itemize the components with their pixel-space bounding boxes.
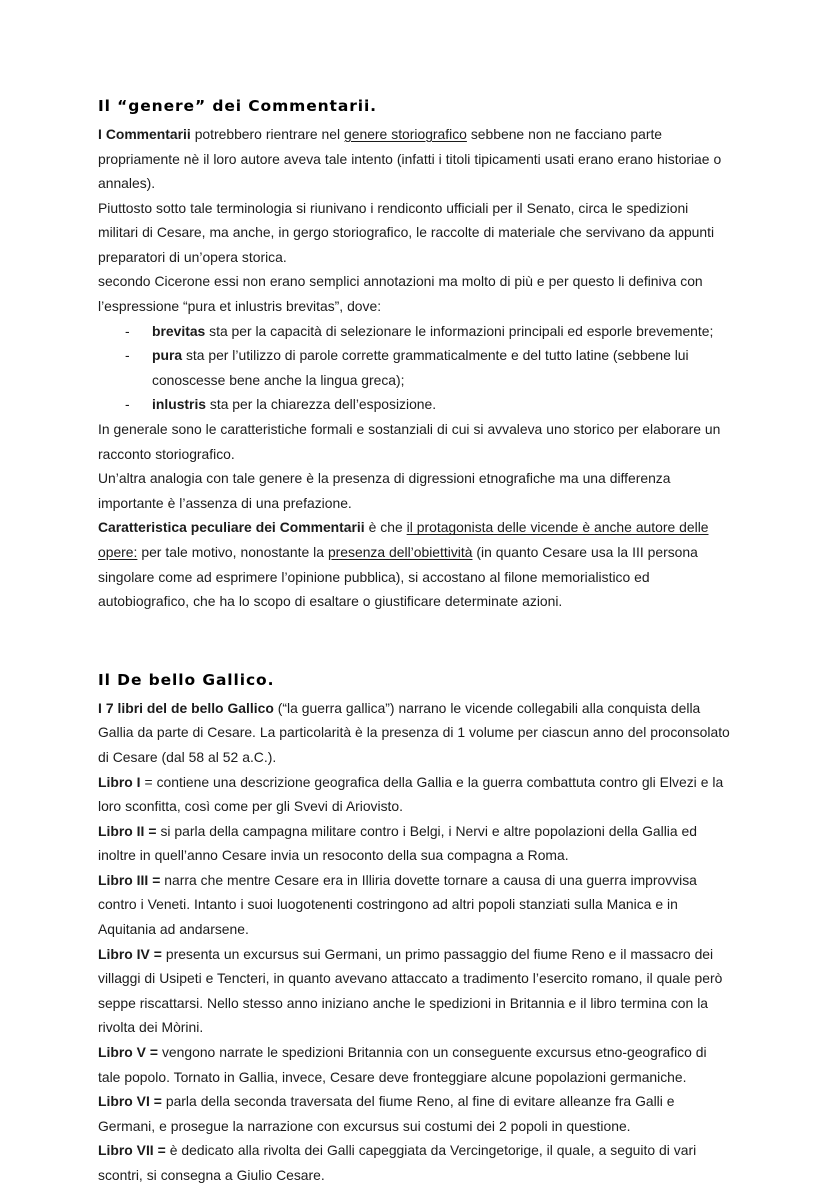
- book-description: parla della seconda traversata del fiume Reno, al fine di evitare alleanze fra Galli e Germani, e prosegue la narrazione con excursus sui costumi dei 2 popoli in questione.: [98, 1093, 675, 1134]
- book-entry-libro-vii: [98, 1138, 732, 1187]
- text-run: è che: [364, 519, 407, 536]
- list-dash-marker: -: [125, 347, 130, 364]
- book-label: Libro II: [98, 822, 145, 839]
- book-label: Libro VII: [98, 1142, 154, 1159]
- book-label: Libro VI: [98, 1093, 150, 1110]
- book-description: si parla della campagna militare contro i Belgi, i Nervi e altre popolazioni della Gallia ed inoltre in quell’anno Cesare invia un resoconto della sua compagna a Roma.: [98, 822, 698, 864]
- bold-run-caratteristica-peculiare: Caratteristica peculiare dei Commentarii: [98, 519, 365, 536]
- book-entry-libro-ii: [98, 819, 732, 868]
- book-description: vengono narrate le spedizioni Britannia con un conseguente excursus etno-geografico di tale popolo. Tornato in Gallia, invece, Cesare deve fronteggiare alcune popolazioni germaniche.: [98, 1044, 707, 1085]
- text-run: (“la guerra gallica”) narrano le vicende collegabili alla conquista della Gallia da parte di Cesare. La particolarità è la presenza di 1 volume per ciascun anno del proconsolato di Cesare (dal 58 al 52 a.C.).: [98, 699, 730, 765]
- book-description: narra che mentre Cesare era in Illiria dovette tornare a causa di una guerra improvvisa contro i Veneti. Intanto i suoi luogotenenti costringono ad altri popoli stanziati sulla Manica e in Aquitania ad andarsene.: [98, 871, 697, 938]
- book-label: Libro III: [98, 871, 149, 888]
- book-entry-libro-iii: [98, 868, 732, 942]
- list-term-brevitas: brevitas: [152, 322, 206, 339]
- text-run: per tale motivo, nonostante la: [137, 544, 328, 561]
- paragraph-caratteristiche-generali: In generale sono le caratteristiche formali e sostanziali di cui si avvaleva uno storico per elaborare un racconto storiografico.: [98, 421, 721, 462]
- list-term-pura: pura: [152, 347, 183, 364]
- section-spacer: [98, 614, 732, 670]
- list-item-text: sta per l’utilizzo di parole corrette grammaticalmente e del tutto latine (sebbene lui conoscesse bene anche la lingua greca);: [152, 347, 689, 388]
- underline-run-genere-storiografico: genere storiografico: [344, 125, 467, 142]
- list-dash-marker: -: [125, 396, 130, 413]
- section-heading-de-bello-gallico: Il De bello Gallico.: [98, 670, 275, 689]
- brevitas-definition-list: [98, 319, 732, 417]
- book-description: presenta un excursus sui Germani, un primo passaggio del fiume Reno e il massacro dei villaggi di Usipeti e Tencteri, in quanto avevano attaccato a tradimento l’esercito romano, il quale però seppe riscattarsi. Nello stesso anno iniziano anche le spedizioni in Britannia e il libro termina con la rivolta dei Mòrini.: [98, 945, 723, 1036]
- document-body: [98, 96, 732, 1188]
- text-run: (in quanto Cesare usa la III persona singolare come ad esprimere l’opinione pubblica), si accostano al filone memorialistico ed autobiografico, che ha lo scopo di esaltare o giustificare determinate azioni.: [98, 544, 698, 610]
- book-entry-libro-iv: [98, 942, 732, 1040]
- book-entry-libro-v: [98, 1040, 732, 1089]
- underline-run-presenza-obiettivita: presenza dell’obiettività: [327, 544, 473, 561]
- text-run: sebbene non ne facciano parte propriamente nè il loro autore aveva tale intento (infatti i titoli tipicamenti usati erano erano historiae o annales).: [98, 125, 722, 192]
- paragraph-caratteristica-peculiare: [98, 515, 732, 613]
- underline-run-protagonista-autore: il protagonista delle vicende è anche autore delle opere:: [98, 519, 709, 561]
- list-item: [98, 392, 732, 417]
- book-separator: =: [149, 1093, 166, 1110]
- book-separator: =: [148, 871, 165, 888]
- list-dash-marker: -: [125, 322, 130, 339]
- list-term-inlustris: inlustris: [152, 396, 207, 413]
- paragraph-cicerone: secondo Cicerone essi non erano semplici annotazioni ma molto di più e per questo li definiva con l’espressione “pura et inlustris brevitas”, dove:: [98, 273, 703, 315]
- paragraph-terminologia: Piuttosto sotto tale terminologia si riunivano i rendiconto ufficiali per il Senato, circa le spedizioni militari di Cesare, ma anche, in gergo storiografico, le raccolte di materiale che servivano da appunti preparatori di un’opera storica.: [98, 199, 715, 265]
- book-description: contiene una descrizione geografica della Gallia e la guerra combattuta contro gli Elvezi e la loro sconfitta, così come per gli Svevi di Ariovisto.: [98, 773, 724, 815]
- book-separator: =: [153, 1142, 170, 1159]
- bold-run-sette-libri: I 7 libri del de bello Gallico: [98, 699, 274, 716]
- book-separator: =: [144, 822, 161, 839]
- paragraph-sette-libri: [98, 696, 732, 770]
- book-description: è dedicato alla rivolta dei Galli capeggiata da Vercingetorige, il quale, a seguito di vari scontri, si consegna a Giulio Cesare.: [98, 1142, 697, 1183]
- book-label: Libro IV: [98, 945, 150, 962]
- book-separator: =: [145, 1044, 162, 1061]
- bold-run-i-commentarii: I Commentarii: [98, 125, 191, 142]
- list-item: [98, 319, 732, 344]
- text-run: potrebbero rientrare nel: [190, 125, 345, 142]
- list-item-text: sta per la capacità di selezionare le informazioni principali ed esporle brevemente;: [205, 322, 714, 339]
- paragraph-analogia-digressioni: Un’altra analogia con tale genere è la presenza di digressioni etnografiche ma una differenza importante è l’assenza di una prefazione.: [98, 470, 671, 511]
- book-label: Libro I: [98, 773, 141, 790]
- book-entry-libro-vi: [98, 1089, 732, 1138]
- section-heading-commentarii: Il “genere” dei Commentarii.: [98, 97, 377, 115]
- book-separator: =: [149, 945, 166, 962]
- paragraph-commentarii-intro: [98, 122, 732, 196]
- book-entry-libro-i: [98, 770, 732, 819]
- list-item-text: sta per la chiarezza dell’esposizione.: [206, 396, 437, 413]
- book-separator: =: [140, 773, 157, 790]
- list-item: [98, 343, 732, 392]
- book-label: Libro V: [98, 1044, 146, 1061]
